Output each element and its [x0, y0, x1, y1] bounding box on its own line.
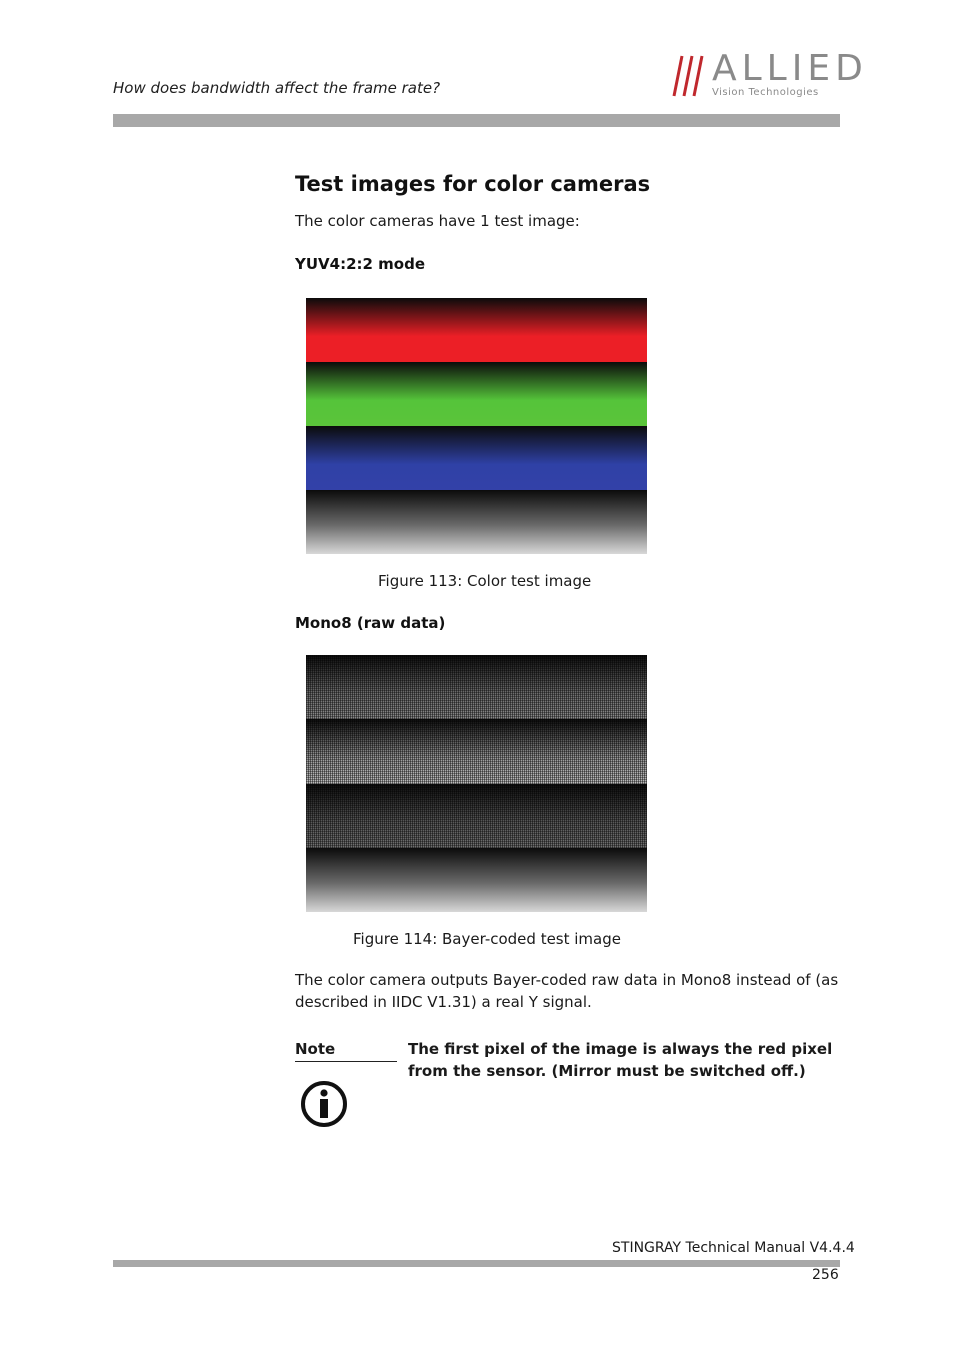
- logo-subtitle: Vision Technologies: [712, 87, 819, 98]
- body-paragraph: The color camera outputs Bayer-coded raw data in Mono8 instead of (as described in IIDC V1.31) a real Y signal.: [295, 971, 839, 1011]
- bayer-band-3: [306, 784, 647, 848]
- color-test-image: [306, 298, 647, 554]
- note-label: Note: [295, 1040, 336, 1058]
- bayer-test-image: [306, 655, 647, 912]
- info-icon: [300, 1080, 348, 1128]
- section-title: Test images for color cameras: [295, 172, 651, 196]
- note-text: The first pixel of the image is always the red pixel from the sensor. (Mirror must be switched off.): [408, 1040, 833, 1080]
- bayer-band-4: [306, 848, 647, 912]
- intro-text: The color cameras have 1 test image:: [295, 212, 580, 230]
- allied-logo: [664, 48, 868, 104]
- header-rule: [113, 114, 840, 127]
- yuv-heading: YUV4:2:2 mode: [295, 255, 426, 273]
- footer-rule: [113, 1260, 840, 1267]
- running-title: How does bandwidth affect the frame rate?: [113, 79, 441, 97]
- logo-word: ALLIED: [712, 48, 868, 89]
- figure-114-caption: Figure 114: Bayer-coded test image: [353, 930, 621, 948]
- logo-slashes-icon: [664, 52, 710, 98]
- red-band: [306, 298, 647, 362]
- page-number: 256: [812, 1267, 839, 1283]
- note-rule: [295, 1061, 397, 1062]
- bayer-band-1: [306, 655, 647, 719]
- mono-heading: Mono8 (raw data): [295, 614, 446, 632]
- bayer-band-2: [306, 719, 647, 783]
- gray-band: [306, 490, 647, 554]
- figure-113-caption: Figure 113: Color test image: [378, 572, 592, 590]
- green-band: [306, 362, 647, 426]
- blue-band: [306, 426, 647, 490]
- footer-manual-title: STINGRAY Technical Manual V4.4.4: [612, 1240, 855, 1256]
